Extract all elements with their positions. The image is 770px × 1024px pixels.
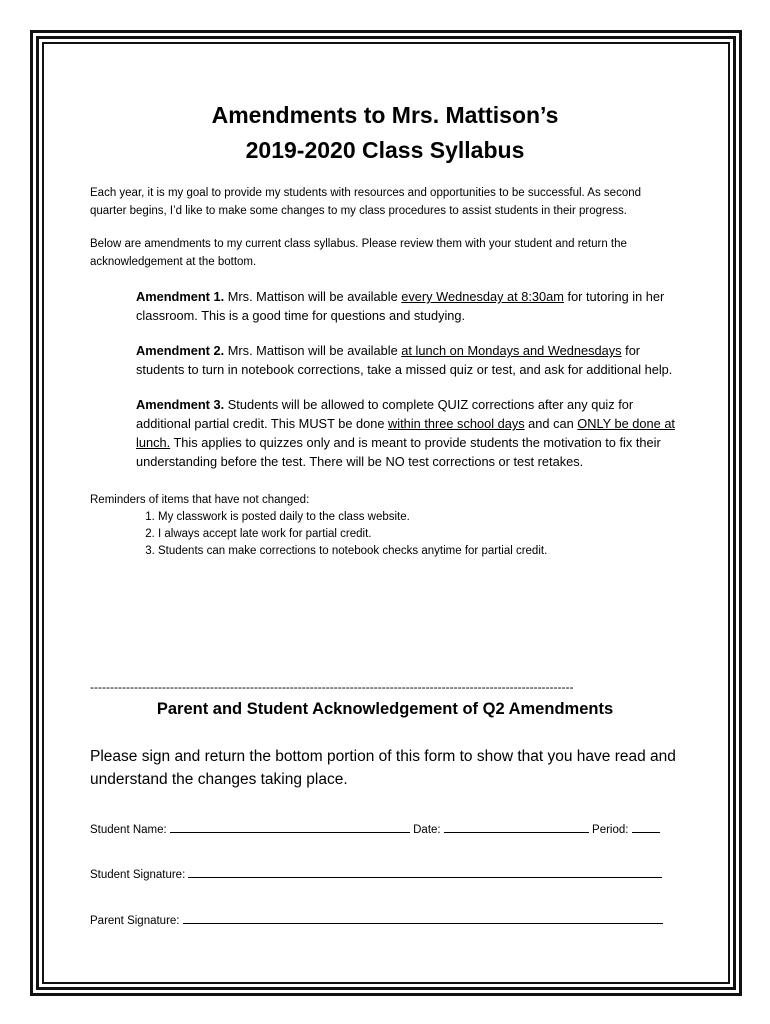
student-signature-field[interactable] xyxy=(188,865,662,878)
student-name-row xyxy=(90,820,680,836)
amendment-2 xyxy=(136,341,680,379)
period-label: Period: xyxy=(592,824,629,836)
parent-signature-field[interactable] xyxy=(183,911,663,924)
amendment-3-label: Amendment 3. xyxy=(136,397,225,412)
date-label: Date: xyxy=(413,824,441,836)
parent-signature-row xyxy=(90,911,680,927)
document-title xyxy=(90,98,680,168)
reminders-list xyxy=(90,509,680,560)
acknowledgement-title: Parent and Student Acknowledgement of Q2 Amendments xyxy=(156,700,614,718)
review-paragraph: Below are amendments to my current class syllabus. Please review them with your student and return the acknowledgement at the bottom. xyxy=(90,238,627,268)
student-name-field[interactable] xyxy=(170,820,410,833)
amendment-1-text-after: for tutoring in her classroom. This is a good time for questions and studying. xyxy=(136,289,665,323)
amendment-1 xyxy=(136,287,680,325)
amendment-2-text-before: Mrs. Mattison will be available xyxy=(224,343,402,358)
amendment-3-text-middle: and can xyxy=(524,416,578,431)
amendment-3-underlined-2: ONLY be done at lunch. xyxy=(136,416,675,450)
amendment-2-text-after: for students to turn in notebook corrections, take a missed quiz or test, and ask for additional help. xyxy=(136,343,673,377)
reminder-item: 3. Students can make corrections to notebook checks anytime for partial credit. xyxy=(158,543,680,560)
amendment-3 xyxy=(136,395,680,471)
amendment-1-underlined: every Wednesday at 8:30am xyxy=(401,289,564,304)
parent-signature-label: Parent Signature: xyxy=(90,915,180,927)
document-body xyxy=(90,98,680,560)
reminder-item: 1. My classwork is posted daily to the class website. xyxy=(158,509,680,526)
reminder-item: 2. I always accept late work for partial credit. xyxy=(158,526,680,543)
acknowledgement-text: Please sign and return the bottom portion of this form to show that you have read and understand the changes taking place. xyxy=(90,748,676,788)
student-name-label: Student Name: xyxy=(90,824,167,836)
amendment-1-label: Amendment 1. xyxy=(136,289,225,304)
amendment-2-underlined: at lunch on Mondays and Wednesdays xyxy=(401,343,622,358)
title-line-1: Amendments to Mrs. Mattison’s xyxy=(211,102,559,128)
period-field[interactable] xyxy=(632,820,660,833)
amendment-3-text-after: This applies to quizzes only and is meant to provide students the motivation to fix their understanding before the test. There will be NO test corrections or test retakes. xyxy=(136,435,661,469)
student-signature-row xyxy=(90,865,680,881)
amendment-1-text-before: Mrs. Mattison will be available xyxy=(224,289,402,304)
student-signature-label: Student Signature: xyxy=(90,869,186,881)
amendment-3-underlined-1: within three school days xyxy=(388,416,525,431)
reminders-label: Reminders of items that have not changed: xyxy=(90,494,310,506)
intro-paragraph: Each year, it is my goal to provide my students with resources and opportunities to be successful. As second quarter begins, I’d like to make some changes to my class procedures to assist students in their progress. xyxy=(90,187,642,217)
amendment-2-label: Amendment 2. xyxy=(136,343,225,358)
date-field[interactable] xyxy=(444,820,589,833)
amendment-3-text-before: Students will be allowed to complete QUIZ corrections after any quiz for additional partial credit. This MUST be done xyxy=(136,397,634,431)
cut-line: ------------------------------------------------------------------------------------------------------------------------- xyxy=(90,680,574,694)
title-line-2: 2019-2020 Class Syllabus xyxy=(245,137,525,163)
